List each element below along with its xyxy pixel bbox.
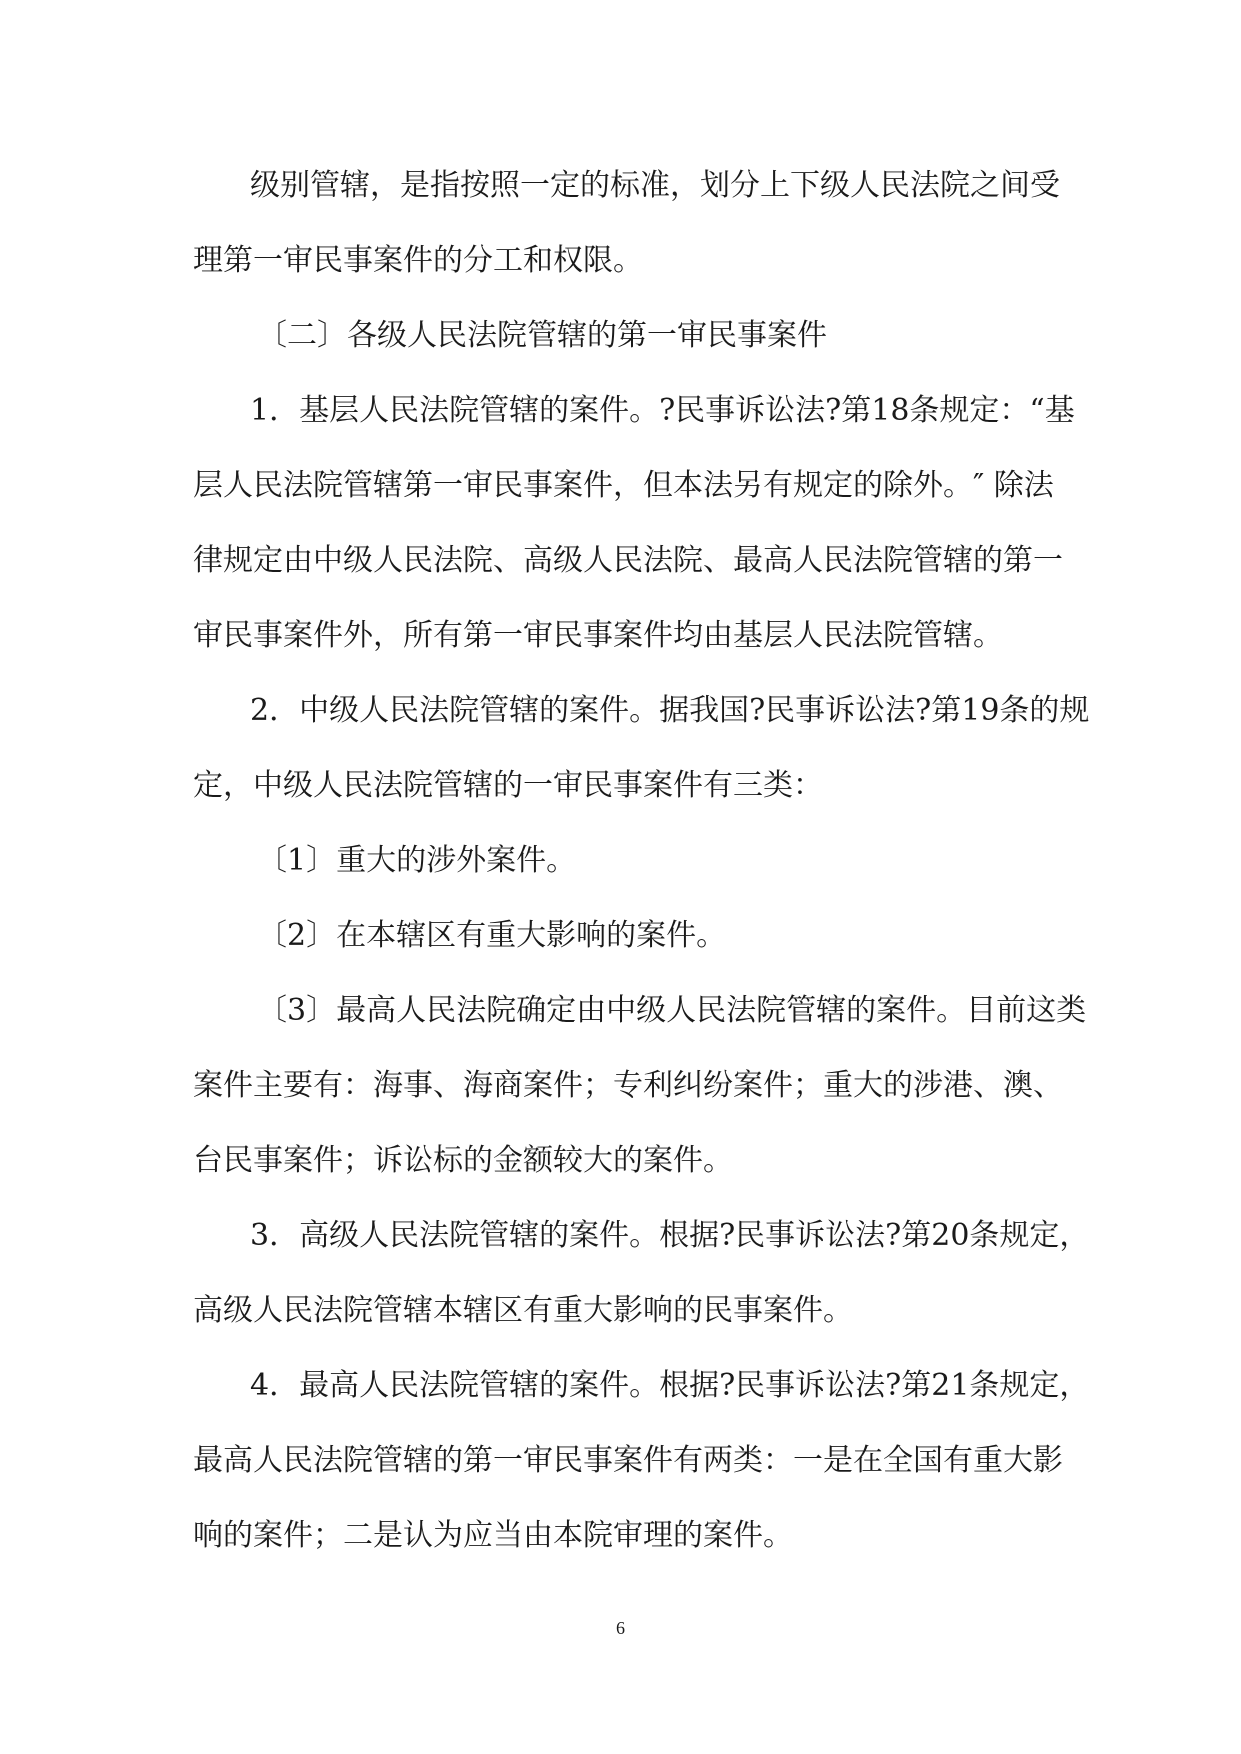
text-line: 响的案件；二是认为应当由本院审理的案件。	[193, 1518, 793, 1553]
text-line: 3．高级人民法院管辖的案件。根据?民事诉讼法?第20条规定，	[250, 1218, 1090, 1253]
text-line: 审民事案件外，所有第一审民事案件均由基层人民法院管辖。	[193, 618, 1003, 653]
list-item: 〔1〕重大的涉外案件。	[257, 843, 577, 878]
text-line: 理第一审民事案件的分工和权限。	[193, 243, 643, 278]
section-heading: 〔二〕各级人民法院管辖的第一审民事案件	[257, 318, 827, 353]
text-line: 高级人民法院管辖本辖区有重大影响的民事案件。	[193, 1293, 853, 1328]
text-line: 案件主要有：海事、海商案件；专利纠纷案件；重大的涉港、澳、	[193, 1068, 1063, 1103]
text-line: 台民事案件；诉讼标的金额较大的案件。	[193, 1143, 733, 1178]
text-line: 最高人民法院管辖的第一审民事案件有两类：一是在全国有重大影	[193, 1443, 1063, 1478]
text-line: 4．最高人民法院管辖的案件。根据?民事诉讼法?第21条规定，	[250, 1368, 1090, 1403]
text-line: 级别管辖，是指按照一定的标准，划分上下级人民法院之间受	[250, 168, 1060, 203]
text-line: 2．中级人民法院管辖的案件。据我国?民事诉讼法?第19条的规	[250, 693, 1090, 728]
text-line: 1．基层人民法院管辖的案件。?民事诉讼法?第18条规定：“基	[250, 393, 1075, 428]
text-line: 定，中级人民法院管辖的一审民事案件有三类：	[193, 768, 823, 803]
list-item: 〔2〕在本辖区有重大影响的案件。	[257, 918, 727, 953]
page-number: 6	[616, 1618, 625, 1638]
list-item: 〔3〕最高人民法院确定由中级人民法院管辖的案件。目前这类	[257, 993, 1087, 1028]
text-line: 律规定由中级人民法院、高级人民法院、最高人民法院管辖的第一	[193, 543, 1063, 578]
text-line: 层人民法院管辖第一审民事案件，但本法另有规定的除外。″ 除法	[193, 468, 1054, 503]
body-text	[193, 148, 1090, 1573]
